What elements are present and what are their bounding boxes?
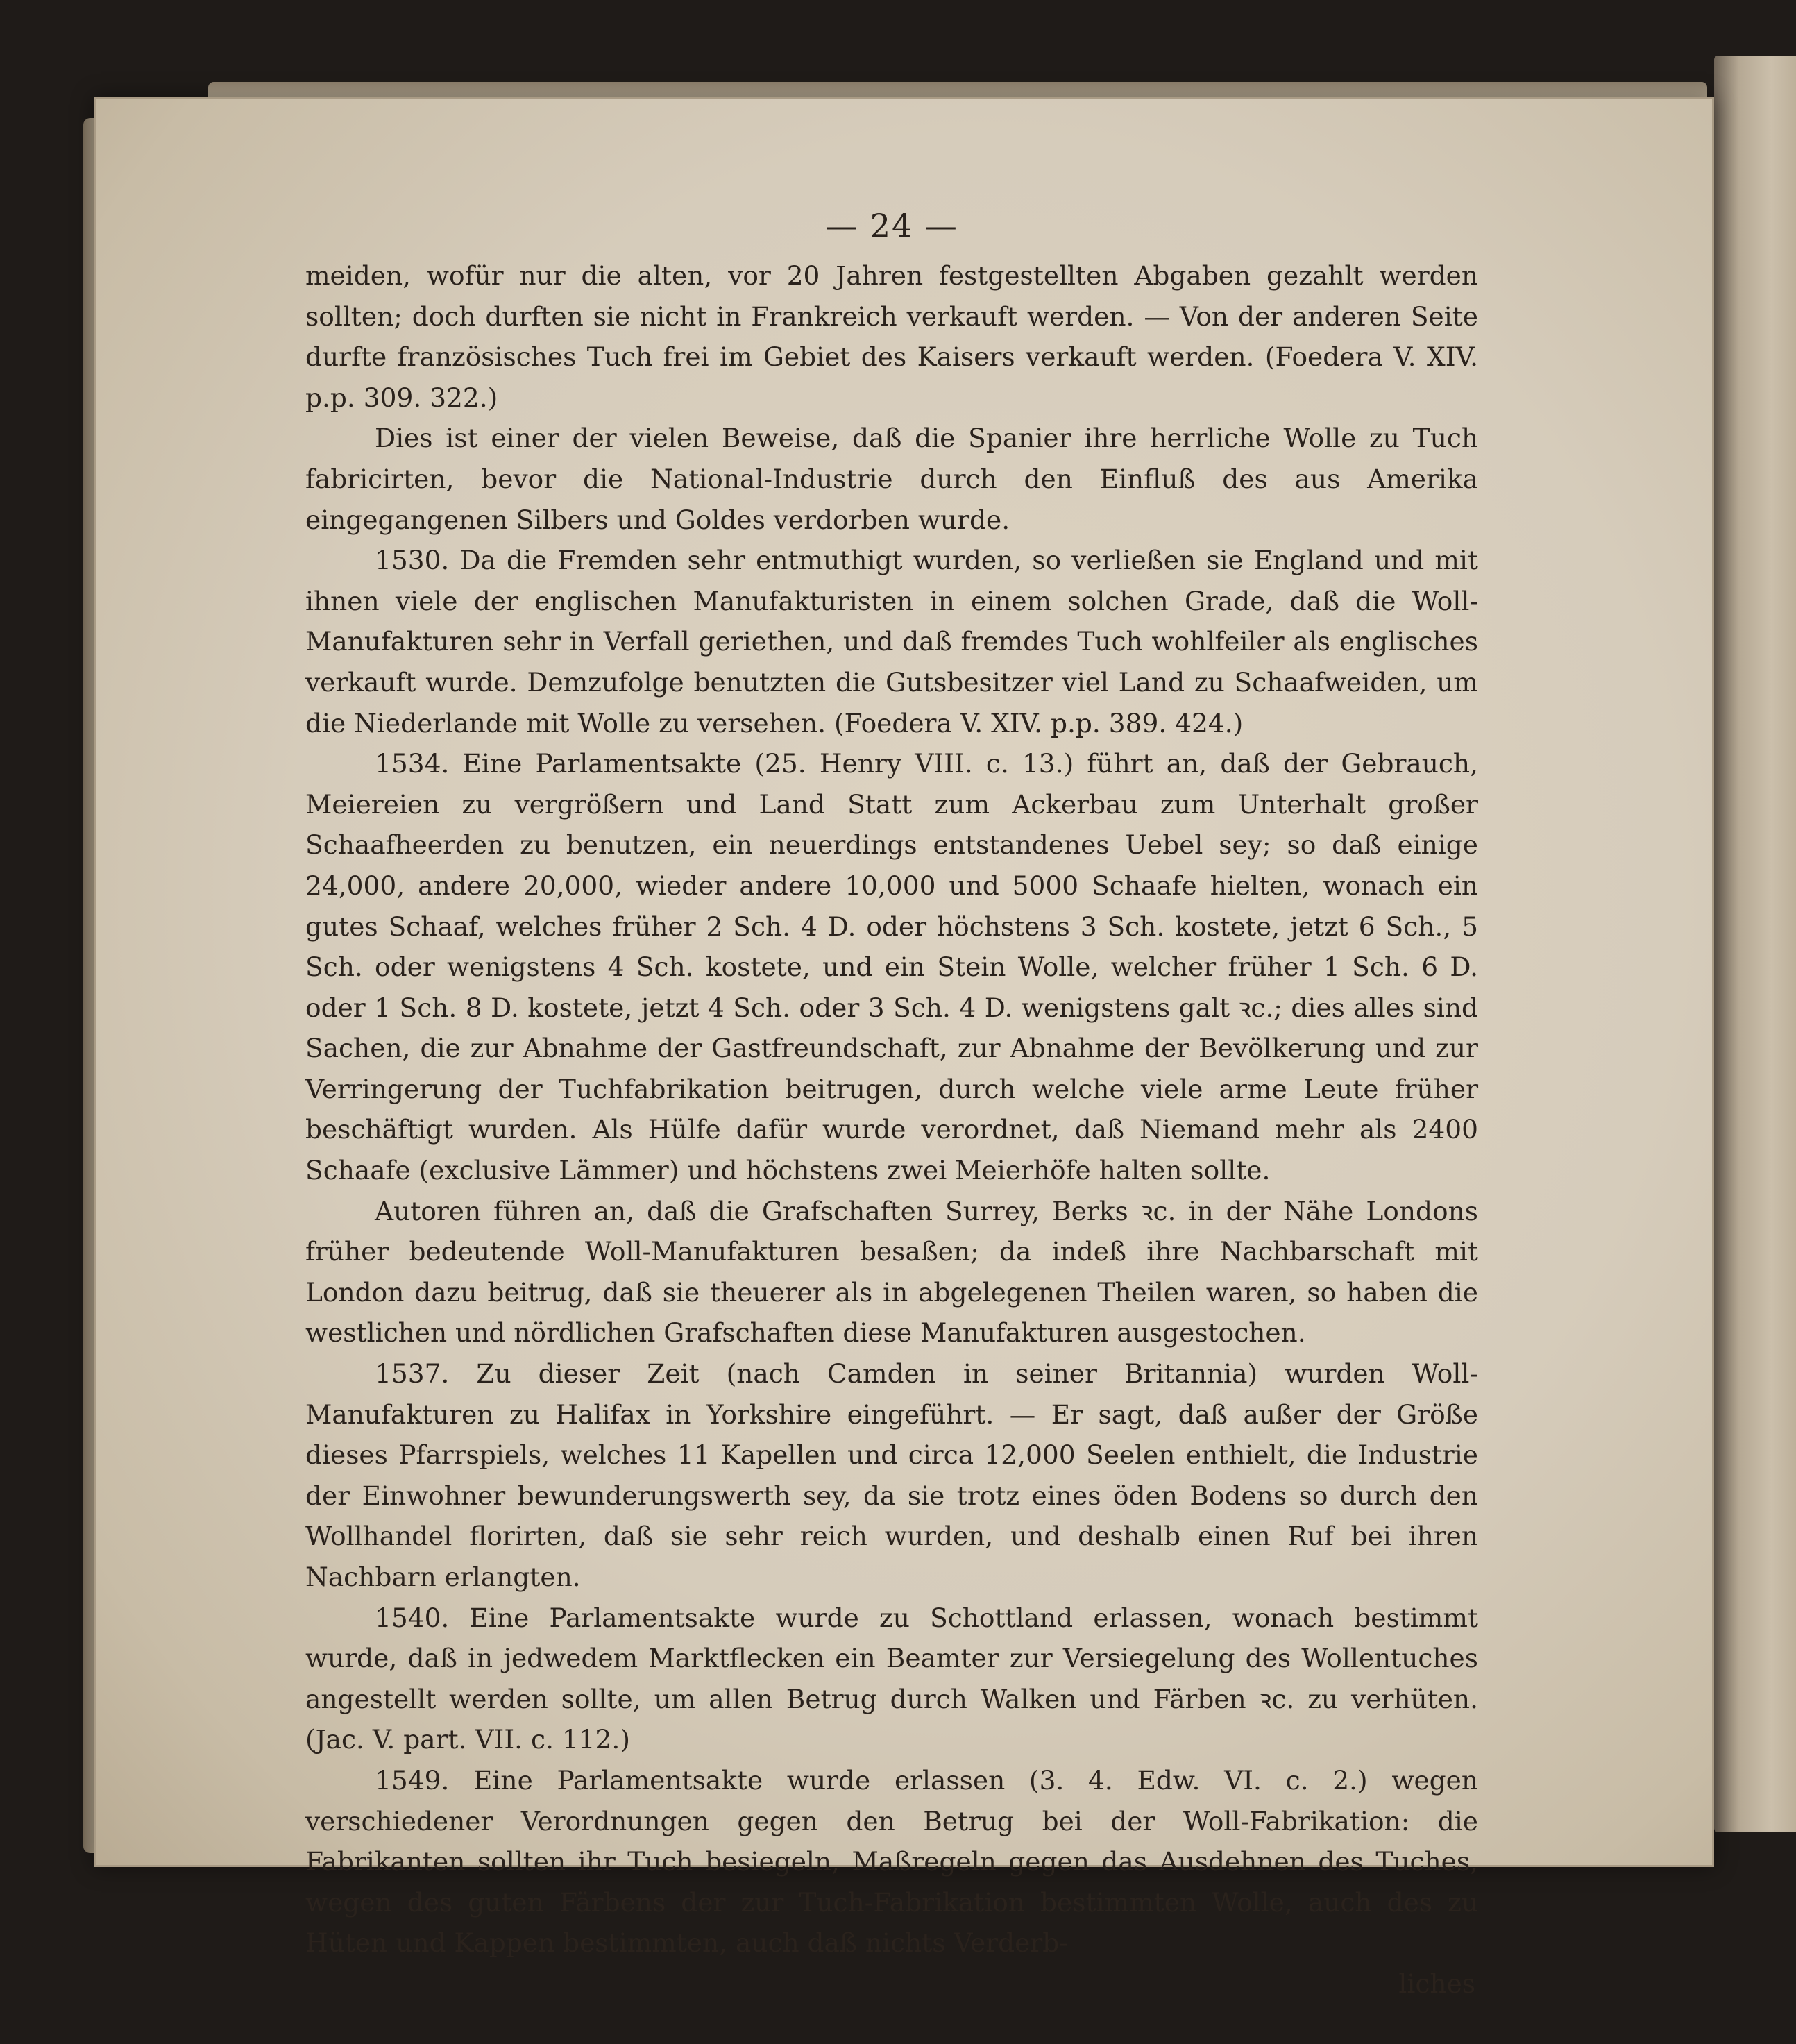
paragraph-8: 1549. Eine Parlamentsakte wurde erlassen (3. 4. Edw. VI. c. 2.) wegen verschiedener Verordnungen gegen den Betrug bei der Woll-Fabrikation: die Fabrikanten sollten ihr Tuch besiegeln, Maßregeln gegen das Ausdehnen des Tuches, wegen des guten Färbens der zur Tuch-Fabrikation bestimmten Wolle, auch des zu Hüten und Kappen bestimmten, auch daß nichts Verderb- (305, 1764, 1478, 1959)
paragraph-3: 1530. Da die Fremden sehr entmuthigt wurden, so verließen sie England und mit ihnen viele der englischen Manufakturisten in einem solchen Grade, daß die Woll-Manufakturen sehr in Verfall geriethen, und daß fremdes Tuch wohlfeiler als englisches verkauft wurde. Demzufolge benutzten die Gutsbesitzer viel Land zu Schaafweiden, um die Niederlande mit Wolle zu versehen. (Foedera V. XIV. p.p. 389. 424.) (305, 545, 1478, 738)
next-page-edge (1714, 56, 1796, 1832)
paragraph-1: meiden, wofür nur die alten, vor 20 Jahren festgestellten Abgaben gezahlt werden sollten; doch durften sie nicht in Frankreich verkauft werden. — Von der anderen Seite durfte französisches Tuch frei im Gebiet des Kaisers verkauft werden. (Foedera V. XIV. p.p. 309. 322.) (305, 260, 1478, 413)
paragraph-4: 1534. Eine Parlamentsakte (25. Henry VIII. c. 13.) führt an, daß der Gebrauch, Meiereien zu vergrößern und Land Statt zum Ackerbau zum Unterhalt großer Schaafheerden zu benutzen, ein neuerdings entstandenes Uebel sey; so daß einige 24,000, andere 20,000, wieder andere 10,000 und 5000 Schaafe hielten, wonach ein gutes Schaaf, welches früher 2 Sch. 4 D. oder höchstens 3 Sch. kostete, jetzt 6 Sch., 5 Sch. oder wenigstens 4 Sch. kostete, und ein Stein Wolle, welcher früher 1 Sch. 6 D. oder 1 Sch. 8 D. kostete, jetzt 4 Sch. oder 3 Sch. 4 D. wenigstens galt ꝛc.; dies alles sind Sachen, die zur Abnahme der Gastfreundschaft, zur Abnahme der Bevölkerung und zur Verringerung der Tuchfabrikation beitrugen, durch welche viele arme Leute früher beschäftigt wurden. Als Hülfe dafür wurde verordnet, daß Niemand mehr als 2400 Schaafe (exclusive Lämmer) und höchstens zwei Meierhöfe halten sollte. (305, 748, 1478, 1186)
page-text (305, 201, 1478, 2004)
paragraph-5: Autoren führen an, daß die Grafschaften Surrey, Berks ꝛc. in der Nähe Londons früher bedeutende Woll-Manufakturen besaßen; da indeß ihre Nachbarschaft mit London dazu beitrug, daß sie theuerer als in abgelegenen Theilen waren, so haben die westlichen und nördlichen Grafschaften diese Manufakturen ausgestochen. (305, 1195, 1478, 1349)
paragraph-6: 1537. Zu dieser Zeit (nach Camden in seiner Britannia) wurden Woll-Manufakturen zu Halifax in Yorkshire eingeführt. — Er sagt, daß außer der Größe dieses Pfarrspiels, welches 11 Kapellen und circa 12,000 Seelen enthielt, die Industrie der Einwohner bewunderungswerth sey, da sie trotz eines öden Bodens so durch den Wollhandel florirten, daß sie sehr reich wurden, und deshalb einen Ruf bei ihren Nachbarn erlangten. (305, 1358, 1478, 1592)
catchword: liches (1398, 1968, 1475, 1999)
paragraph-2: Dies ist einer der vielen Beweise, daß die Spanier ihre herrliche Wolle zu Tuch fabricirten, bevor die National-Industrie durch den Einfluß des aus Amerika eingegangenen Silbers und Goldes verdorben wurde. (305, 423, 1478, 535)
page-number: — 24 — (825, 207, 958, 244)
paragraph-7: 1540. Eine Parlamentsakte wurde zu Schottland erlassen, wonach bestimmt wurde, daß in jedwedem Marktflecken ein Beamter zur Versiegelung des Wollentuches angestellt werden sollte, um allen Betrug durch Walken und Färben ꝛc. zu verhüten. (Jac. V. part. VII. c. 112.) (305, 1602, 1478, 1755)
